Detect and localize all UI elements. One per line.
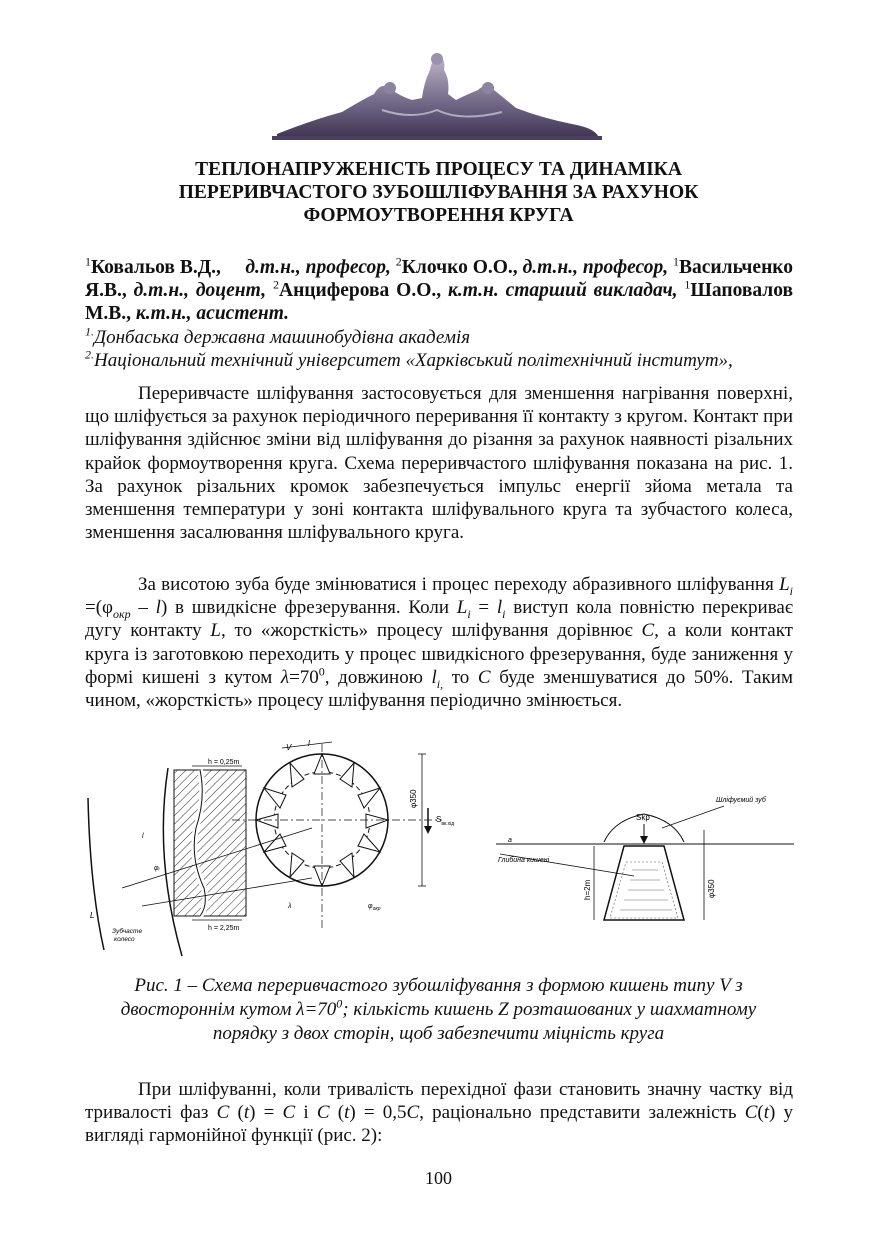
label-L: L xyxy=(90,911,95,920)
label-phi350-left: φ350 xyxy=(409,789,418,808)
label-a: a xyxy=(508,837,512,844)
page-number: 100 xyxy=(425,1168,452,1188)
figure-1-left-schematic xyxy=(82,738,482,966)
paragraph-2: За висотою зуба буде змінюватися і процес переходу абразивного шліфування $L_i =(\varphi_{окр} - l)$ в швидкісне фрезерування. Коли $L_i = l_i$ виступ кола повністю перекриває дугу контакту L, то «жорсткість» процесу шліфування дорівнює C, а коли контакт круга із заготовкою переходить у процес швидкісного фрезерування, буде заниження у формі кишені з кутом $\lambda=70^0$, довжиною $l_{i,}$ то C буде зменшуватися до 50%. Таким чином, «жорсткість» процесу шліфування періодично змінюється. xyxy=(85,574,794,712)
title-line-2: ПЕРЕРИВЧАСТОГО ЗУБОШЛІФУВАННЯ ЗА РАХУНОК xyxy=(178,182,699,203)
author-list: $^1$Ковальов В.Д., д.т.н., професор, $^2$Клочко О.О., д.т.н., професор, $^1$Васильченко Я.В., д.т.н., доцент, $^2$Анциферова О.О., к.т.н. старший викладач, $^1$Шаповалов М.В., к.т.н., асистент. xyxy=(85,254,794,324)
label-lambda: λ xyxy=(288,903,292,910)
label-gear-line2: колесо xyxy=(114,936,135,943)
affiliation-2: $^{2.}$Національний технічний університет «Харківський політехнічний інститут», xyxy=(85,347,733,371)
affiliation-1: $^{1.}$Донбаська державна машинобудівна академія xyxy=(85,324,471,348)
label-h2m: h=2m xyxy=(583,879,592,900)
figure-1-right-pocket-section xyxy=(494,780,800,928)
label-depth: Глибина кишені xyxy=(498,857,550,864)
label-h225: h = 2,25m xyxy=(208,925,240,932)
author-title: д.т.н., доцент, xyxy=(133,280,267,301)
title-line-3: ФОРМОУТВОРЕННЯ КРУГА xyxy=(303,205,574,226)
label-phiokr: $\varphi_{окр}$ xyxy=(368,903,381,912)
author-title: д.т.н., професор, xyxy=(245,257,391,278)
sculpture-group-logo-icon xyxy=(272,50,602,142)
label-skp: Skp xyxy=(636,813,650,822)
label-li: l xyxy=(142,833,144,840)
author-name: Анциферова О.О., xyxy=(278,280,442,301)
label-gear-line1: Зубчасте xyxy=(112,928,143,935)
author-title: к.т.н. старший викладач, xyxy=(447,280,678,301)
label-tooth: Шліфуємий зуб xyxy=(716,797,766,804)
figure-caption: Рис. 1 – Схема переривчастого зубошліфування з формою кишень типу V з двостороннім кутом $\lambda=70^0$; кількість кишень Z розташованих у шахматному порядку з двох сторін, щоб забезпечити міцність круга xyxy=(120,975,757,1044)
author-title: к.т.н., асистент. xyxy=(135,303,289,324)
paragraph-1: Переривчасте шліфування застосовується для зменшення нагрівання поверхні, що шліфується за рахунок періодичного переривання її контакту з кругом. Контакт при шліфування здійснює зміни від шліфування до різання за рахунок наявності різальних крайок формоутворення круга. Схема переривчастого шліфування показана на рис. 1. За рахунок різальних кромок забезпечується імпульс енергії зйома метала та зменшення температури у зоні контакта шліфувального круга та зубчастого колеса, зменшення засалювання шліфувального круга. xyxy=(85,383,793,544)
paper-title xyxy=(90,158,787,227)
label-phi350-right: φ350 xyxy=(707,879,716,898)
author-name: Васильченко Я.В., xyxy=(85,257,794,301)
label-l: l xyxy=(308,739,310,748)
label-v: V xyxy=(286,743,292,752)
label-s-feed: $S_{вк.хід}$ xyxy=(436,815,455,827)
author-name: Ковальов В.Д., xyxy=(91,257,221,278)
label-phi-i: φᵢ xyxy=(154,865,160,872)
paragraph-3: При шліфуванні, коли тривалість перехідної фази становить значну частку від тривалості фаз C (t) = C і C (t) = 0,5C, раціонально представити залежність C(t) у вигляді гармонійної функції (рис. 2): xyxy=(85,1079,794,1147)
author-name: Клочко О.О., xyxy=(401,257,518,278)
title-line-1: ТЕПЛОНАПРУЖЕНІСТЬ ПРОЦЕСУ ТА ДИНАМІКА xyxy=(195,159,682,180)
author-name: Шаповалов М.В., xyxy=(85,280,794,324)
label-h025: h = 0,25m xyxy=(208,759,240,766)
author-title: д.т.н., професор, xyxy=(522,257,669,278)
